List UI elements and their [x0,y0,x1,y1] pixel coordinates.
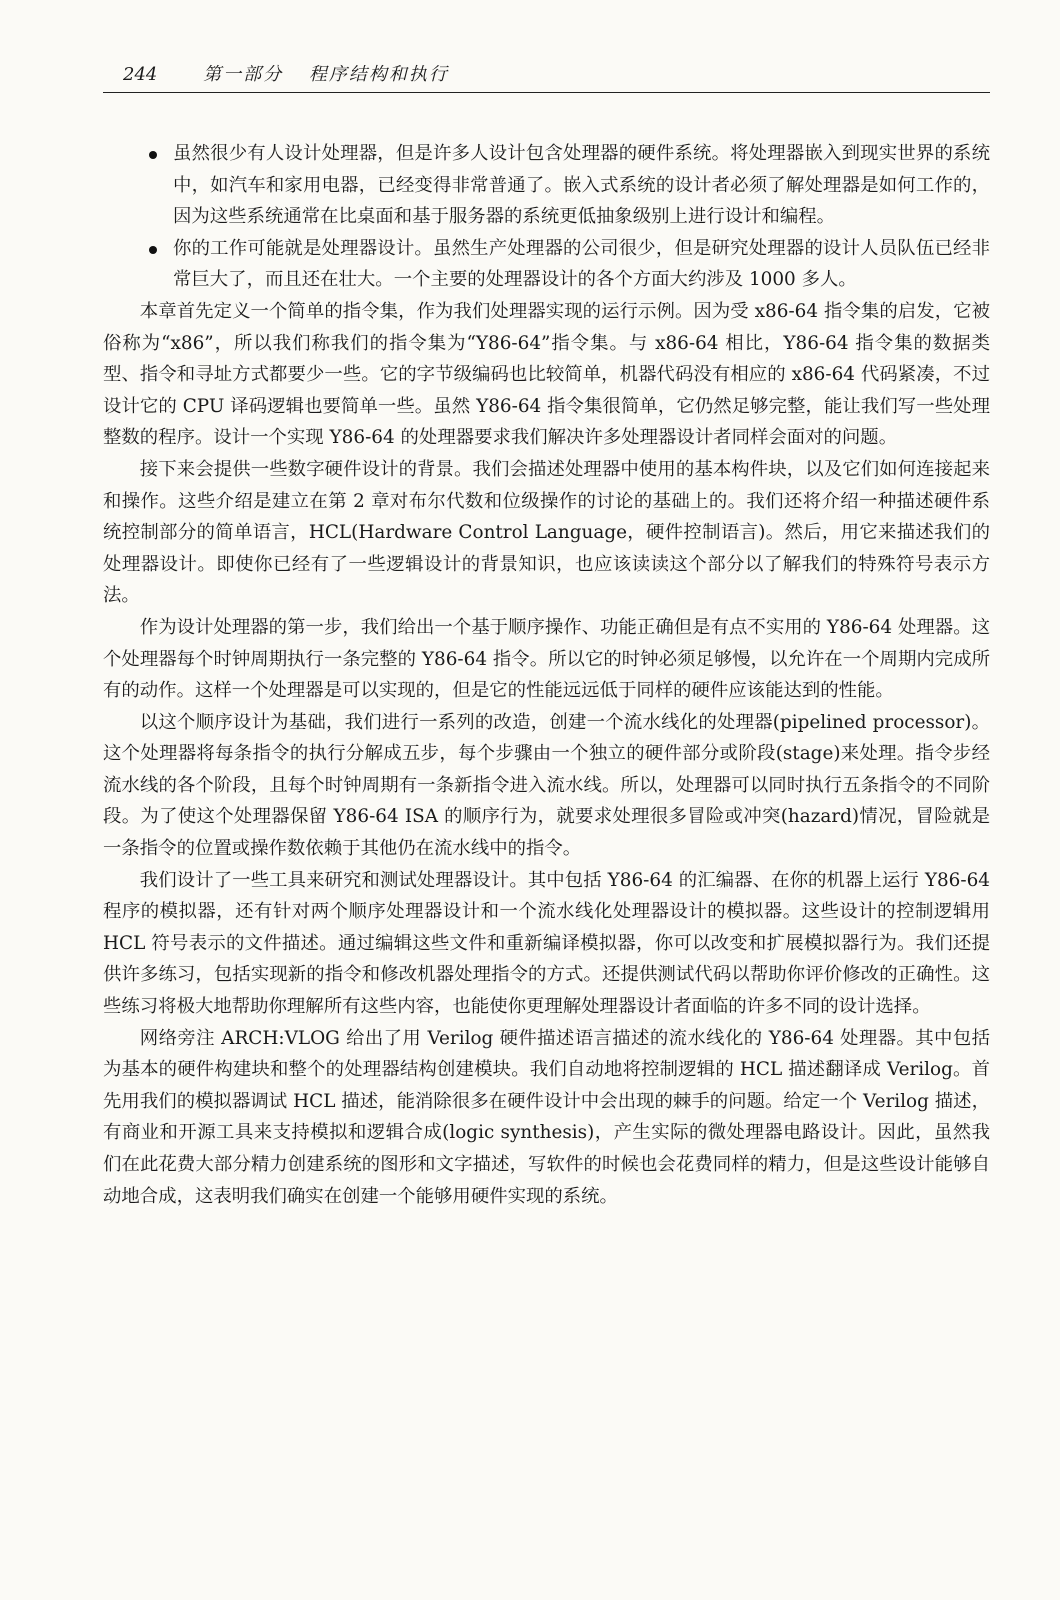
bullet-text: 你的工作可能就是处理器设计。虽然生产处理器的公司很少，但是研究处理器的设计人员队伍已经非常巨大了，而且还在壮大。一个主要的处理器设计的各个方面大约涉及 1000 多人。 [173,237,990,291]
bullet-item [103,138,990,233]
bullet-item [103,233,990,296]
page-number: 244 [123,64,158,85]
paragraph: 接下来会提供一些数字硬件设计的背景。我们会描述处理器中使用的基本构件块，以及它们如何连接起来和操作。这些介绍是建立在第 2 章对布尔代数和位级操作的讨论的基础上的。我们还将介绍一种描述硬件系统控制部分的简单语言，HCL(Hardware Control Language，硬件控制语言)。然后，用它来描述我们的处理器设计。即使你已经有了一些逻辑设计的背景知识，也应该读读这个部分以了解我们的特殊符号表示方法。 [103,458,990,607]
bullet-text: 虽然很少有人设计处理器，但是许多人设计包含处理器的硬件系统。将处理器嵌入到现实世界的系统中，如汽车和家用电器，已经变得非常普通了。嵌入式系统的设计者必须了解处理器是如何工作的，因为这些系统通常在比桌面和基于服务器的系统更低抽象级别上进行设计和编程。 [173,143,990,228]
paragraph: 网络旁注 ARCH:VLOG 给出了用 Verilog 硬件描述语言描述的流水线化的 Y86-64 处理器。其中包括为基本的硬件构建块和整个的处理器结构创建模块。我们自动地将控制逻辑的 HCL 描述翻译成 Verilog。首先用我们的模拟器调试 HCL 描述，能消除很多在硬件设计中会出现的棘手的问题。给定一个 Verilog 描述，有商业和开源工具来支持模拟和逻辑合成(logic synthesis)，产生实际的微处理器电路设计。因此，虽然我们在此花费大部分精力创建系统的图形和文字描述，写软件的时候也会花费同样的精力，但是这些设计能够自动地合成，这表明我们确实在创建一个能够用硬件实现的系统。 [103,1027,990,1207]
part-title: 程序结构和执行 [308,64,449,85]
bullet-icon [149,151,157,159]
page-body [103,138,990,1212]
paragraph: 以这个顺序设计为基础，我们进行一系列的改造，创建一个流水线化的处理器(pipelined processor)。这个处理器将每条指令的执行分解成五步，每个步骤由一个独立的硬件部分或阶段(stage)来处理。指令步经流水线的各个阶段，且每个时钟周期有一条新指令进入流水线。所以，处理器可以同时执行五条指令的不同阶段。为了使这个处理器保留 Y86-64 ISA 的顺序行为，就要求处理很多冒险或冲突(hazard)情况，冒险就是一条指令的位置或操作数依赖于其他仍在流水线中的指令。 [103,711,990,860]
bullet-list [103,138,990,296]
bullet-icon [149,246,157,254]
paragraph: 我们设计了一些工具来研究和测试处理器设计。其中包括 Y86-64 的汇编器、在你的机器上运行 Y86-64 程序的模拟器，还有针对两个顺序处理器设计和一个流水线化处理器设计的模拟器。这些设计的控制逻辑用 HCL 符号表示的文件描述。通过编辑这些文件和重新编译模拟器，你可以改变和扩展模拟器行为。我们还提供许多练习，包括实现新的指令和修改机器处理指令的方式。还提供测试代码以帮助你评价修改的正确性。这些练习将极大地帮助你理解所有这些内容，也能使你更理解处理器设计者面临的许多不同的设计选择。 [103,869,990,1018]
running-header [103,62,990,93]
paragraph: 本章首先定义一个简单的指令集，作为我们处理器实现的运行示例。因为受 x86-64 指令集的启发，它被俗称为“x86”，所以我们称我们的指令集为“Y86-64”指令集。与 x86-64 相比，Y86-64 指令集的数据类型、指令和寻址方式都要少一些。它的字节级编码也比较简单，机器代码没有相应的 x86-64 代码紧凑，不过设计它的 CPU 译码逻辑也要简单一些。虽然 Y86-64 指令集很简单，它仍然足够完整，能让我们写一些处理整数的程序。设计一个实现 Y86-64 的处理器要求我们解决许多处理器设计者同样会面对的问题。 [103,300,990,449]
paragraph: 作为设计处理器的第一步，我们给出一个基于顺序操作、功能正确但是有点不实用的 Y86-64 处理器。这个处理器每个时钟周期执行一条完整的 Y86-64 指令。所以它的时钟必须足够慢，以允许在一个周期内完成所有的动作。这样一个处理器是可以实现的，但是它的性能远远低于同样的硬件应该能达到的性能。 [103,616,990,702]
part-label: 第一部分 [203,64,284,85]
